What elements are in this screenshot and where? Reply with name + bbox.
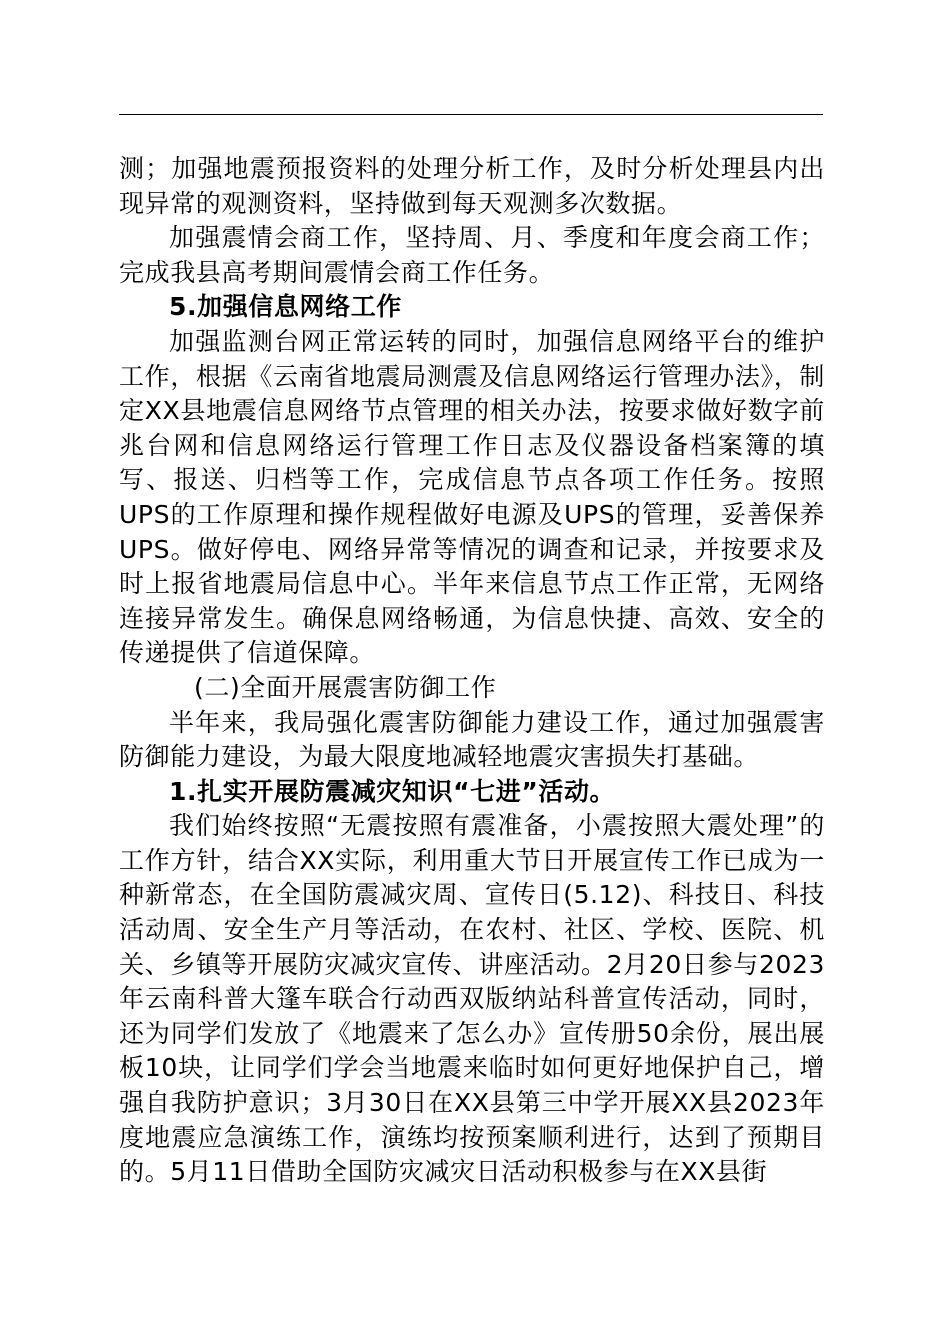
section-title-disaster-defense: (二)全面开展震害防御工作 [194,672,497,702]
heading-seven-entries: 1.扎实开展防震减灾知识“七进”活动。 [169,776,616,806]
paragraph-publicity: 我们始终按照“无震按照有震准备，小震按照大震处理”的工作方针，结合XX实际，利用重大节日开展宣传工作已成为一种新常态，在全国防震减灾周、宣传日(5.12)、科技日、科技活动周、安全生产月等活动，在农村、社区、学校、医院、机关、乡镇等开展防灾减灾宣传、讲座活动。2月20日参与2023年云南科普大篷车联合行动西双版纳站科普宣传活动，同时，还为同学们发放了《地震来了怎么办》宣传册50余份，展出展板10块，让同学们学会当地震来临时如何更好地保护自己，增强自我防护意识；3月30日在XX县第三中学开展XX县2023年度地震应急演练工作，演练均按预案顺利进行，达到了预期目的。5月11日借助全国防灾减灾日活动积极参与在XX县街 [119,811,825,1187]
paragraph-continuation: 测；加强地震预报资料的处理分析工作，及时分析处理县内出现异常的观测资料，坚持做到每天观测多次数据。 [119,154,825,218]
document-body [119,152,825,1190]
header-rule [119,114,823,115]
heading-network-work: 5.加强信息网络工作 [169,292,402,322]
paragraph-consultation: 加强震情会商工作，坚持周、月、季度和年度会商工作；完成我县高考期间震情会商工作任务。 [119,223,825,287]
paragraph-network: 加强监测台网正常运转的同时，加强信息网络平台的维护工作，根据《云南省地震局测震及信息网络运行管理办法》，制定XX县地震信息网络节点管理的相关办法，按要求做好数字前兆台网和信息网络运行管理工作日志及仪器设备档案簿的填写、报送、归档等工作，完成信息节点各项工作任务。按照UPS的工作原理和操作规程做好电源及UPS的管理，妥善保养UPS。做好停电、网络异常等情况的调查和记录，并按要求及时上报省地震局信息中心。半年来信息节点工作正常，无网络连接异常发生。确保息网络畅通，为信息快捷、高效、安全的传递提供了信道保障。 [119,326,825,668]
paragraph-defense-summary: 半年来，我局强化震害防御能力建设工作，通过加强震害防御能力建设，为最大限度地减轻地震灾害损失打基础。 [119,707,825,772]
